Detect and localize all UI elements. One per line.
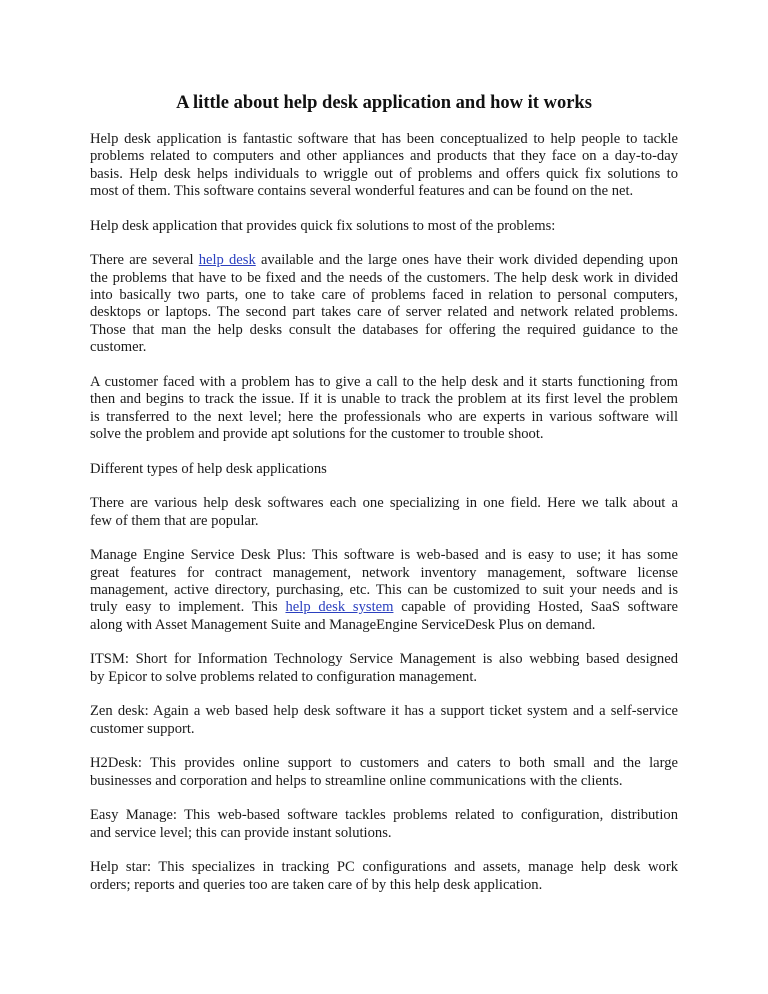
text-segment: customer. — [90, 339, 147, 356]
text-line — [90, 703, 678, 720]
text-segment: by Epicor to solve problems related to configuration management. — [90, 668, 478, 685]
text-line — [90, 877, 678, 894]
paragraph — [90, 651, 678, 686]
text-segment: customer support. — [90, 720, 195, 737]
text-line — [90, 374, 678, 391]
text-segment: basis. Help desk helps individuals to wriggle out of problems and offers quick fix solutions to — [90, 165, 678, 182]
text-line — [90, 322, 678, 339]
text-segment: most of them. This software contains several wonderful features and can be found on the net. — [90, 183, 634, 200]
text-segment: Help desk application that provides quick fix solutions to most of the problems: — [90, 217, 556, 234]
text-line — [90, 270, 678, 287]
text-segment: Zen desk: Again a web based help desk software it has a support ticket system and a self-service — [90, 703, 678, 720]
text-line — [90, 582, 678, 599]
text-line — [90, 148, 678, 165]
text-segment: few of them that are popular. — [90, 512, 259, 529]
text-line — [90, 426, 678, 443]
text-segment: desktops or laptops. The second part takes care of server related and network related problems. — [90, 304, 678, 321]
text-line — [90, 495, 678, 512]
paragraph — [90, 374, 678, 443]
text-segment: There are several — [90, 252, 199, 269]
text-line — [90, 547, 678, 564]
document-title: A little about help desk application and how it works — [176, 93, 592, 113]
paragraph — [90, 859, 678, 894]
text-segment: and service level; this can provide instant solutions. — [90, 824, 392, 841]
paragraph — [90, 547, 678, 634]
text-segment: solve the problem and provide apt solutions for the customer to trouble shoot. — [90, 425, 544, 442]
document-body — [90, 131, 678, 894]
paragraph — [90, 703, 678, 738]
text-segment: Help star: This specializes in tracking PC configurations and assets, manage help desk work — [90, 859, 678, 876]
text-segment: along with Asset Management Suite and ManageEngine ServiceDesk Plus on demand. — [90, 616, 596, 633]
paragraph — [90, 252, 678, 356]
text-line — [90, 183, 678, 200]
text-line — [90, 859, 678, 876]
text-line — [90, 166, 678, 183]
text-segment: management, active directory, purchasing, etc. This can be customized to suit your needs and is — [90, 581, 678, 598]
text-line — [90, 669, 678, 686]
text-segment: capable of providing Hosted, SaaS software — [393, 599, 678, 616]
text-segment: is transferred to the next level; here the professionals who are experts in various software will — [90, 408, 678, 425]
paragraph — [90, 755, 678, 790]
paragraph — [90, 807, 678, 842]
text-segment: Easy Manage: This web-based software tackles problems related to configuration, distribution — [90, 807, 678, 824]
text-segment: problems related to computers and other appliances and products that they face on a day-to-day — [90, 148, 678, 165]
text-line — [90, 617, 678, 634]
text-segment: truly easy to implement. This — [90, 599, 286, 616]
paragraph — [90, 218, 678, 235]
text-line — [90, 304, 678, 321]
text-line — [90, 131, 678, 148]
text-line — [90, 773, 678, 790]
text-line — [90, 721, 678, 738]
paragraph — [90, 131, 678, 200]
text-line — [90, 565, 678, 582]
text-line — [90, 599, 678, 616]
text-segment: available and the large ones have their work divided depending upon — [255, 252, 678, 269]
text-segment: Manage Engine Service Desk Plus: This software is web-based and is easy to use; it has some — [90, 547, 678, 564]
text-line — [90, 339, 678, 356]
hyperlink-help-desk-system[interactable]: help desk system — [285, 599, 394, 616]
text-line — [90, 755, 678, 772]
text-line — [90, 409, 678, 426]
text-line — [90, 252, 678, 269]
document-page — [90, 91, 678, 911]
text-segment: H2Desk: This provides online support to customers and caters to both small and the large — [90, 755, 678, 772]
text-segment: A customer faced with a problem has to give a call to the help desk and it starts functioning from — [90, 373, 678, 390]
text-segment: There are various help desk softwares each one specializing in one field. Here we talk about a — [90, 495, 678, 512]
text-line — [90, 461, 678, 478]
paragraph — [90, 461, 678, 478]
text-line — [90, 218, 678, 235]
text-line — [90, 513, 678, 530]
text-segment: businesses and corporation and helps to streamline online communications with the clients. — [90, 772, 623, 789]
text-line — [90, 807, 678, 824]
text-segment: the problems that have to be fixed and the needs of the customers. The help desk work in divided — [90, 269, 678, 286]
paragraph — [90, 495, 678, 530]
text-segment: great features for contract management, network inventory management, software license — [90, 564, 678, 581]
text-segment: Those that man the help desks consult the databases for offering the required guidance to the — [90, 321, 678, 338]
text-segment: ITSM: Short for Information Technology Service Management is also webbing based designed — [90, 651, 678, 668]
text-line — [90, 825, 678, 842]
text-line — [90, 287, 678, 304]
text-segment: Help desk application is fantastic software that has been conceptualized to help people to tackle — [90, 131, 678, 147]
text-line — [90, 391, 678, 408]
hyperlink-help-desk[interactable]: help desk — [198, 252, 256, 269]
text-segment: Different types of help desk applications — [90, 460, 327, 477]
text-line — [90, 651, 678, 668]
text-segment: into basically two parts, one to take care of problems faced in relation to personal computers, — [90, 287, 678, 304]
text-segment: orders; reports and queries too are taken care of by this help desk application. — [90, 876, 543, 893]
text-segment: then and begins to track the issue. If it is unable to track the problem at its first level the problem — [90, 391, 678, 408]
